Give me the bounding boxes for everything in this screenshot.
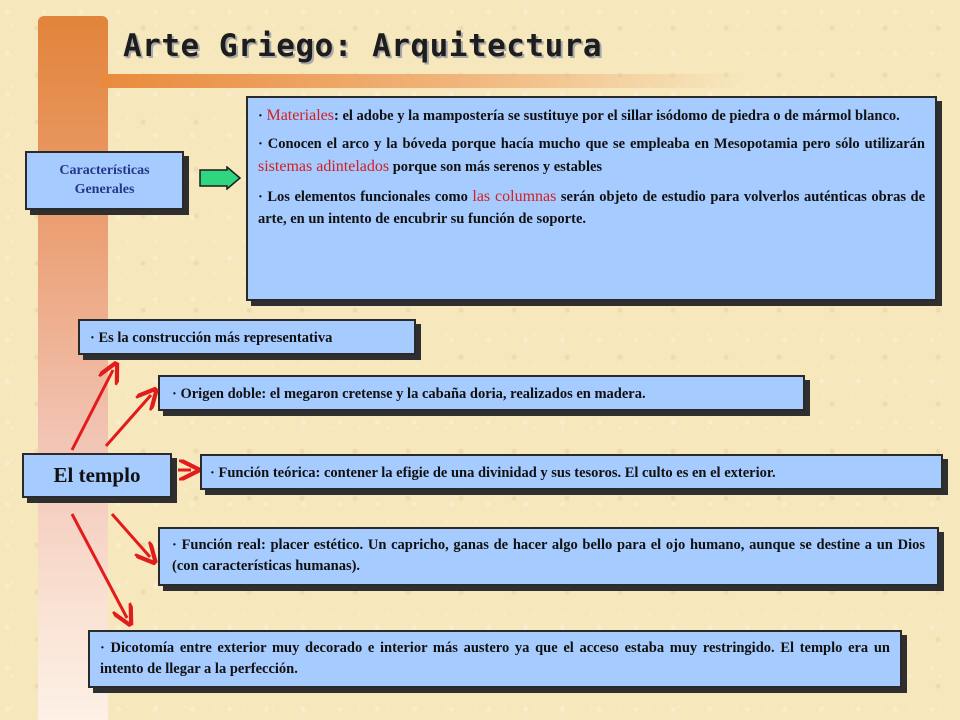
caracteristicas-line1: Características bbox=[59, 162, 150, 178]
templo-item-funcion-real: · Función real: placer estético. Un capricho, ganas de hacer algo bello para el ojo humano, aunque se destine a un Dios (con características humanas). bbox=[158, 527, 939, 586]
bullet: · bbox=[258, 108, 267, 124]
caracteristicas-line2: Generales bbox=[74, 181, 135, 197]
templo-item-representativa: · Es la construcción más representativa bbox=[78, 319, 416, 355]
page-title: Arte Griego: Arquitectura bbox=[123, 28, 603, 64]
arrow-icon-to-origen bbox=[106, 395, 151, 446]
arco-text-a: · Conocen el arco y la bóveda porque hacía mucho que se empleaba en Mesopotamia pero sólo utilizarán bbox=[258, 136, 925, 153]
arrow-icon-to-dicotomia bbox=[72, 514, 127, 618]
highlight-materiales: Materiales bbox=[266, 107, 334, 124]
templo-item-dicotomia: · Dicotomía entre exterior muy decorado e interior más austero ya que el acceso estaba muy restringido. El templo era un intento de llegar a la perfección. bbox=[88, 630, 902, 688]
templo-item-funcion-teorica: · Función teórica: contener la efigie de una divinidad y sus tesoros. El culto es en el exterior. bbox=[200, 454, 943, 490]
el-templo-box: El templo bbox=[22, 453, 172, 498]
arrow-icon-to-representativa bbox=[72, 370, 113, 450]
columnas-text-b: serán objeto de estudio para volverlos auténticas obras de arte, en un intento de encubrir su función de soporte. bbox=[258, 189, 925, 227]
columnas-text-a: · Los elementos funcionales como bbox=[258, 189, 473, 206]
arco-text-b: porque son más serenos y estables bbox=[389, 159, 603, 176]
templo-item-origen: · Origen doble: el megaron cretense y la cabaña doria, realizados en madera. bbox=[158, 375, 805, 411]
materials-text: : el adobe y la mampostería se sustituye por el sillar isódomo de piedra o de mármol blanco. bbox=[334, 108, 900, 124]
highlight-sistemas-adintelados: sistemas adintelados bbox=[258, 158, 390, 176]
arrow-icon-to-funcion-real bbox=[112, 514, 150, 557]
highlight-las-columnas: las columnas bbox=[472, 188, 557, 206]
